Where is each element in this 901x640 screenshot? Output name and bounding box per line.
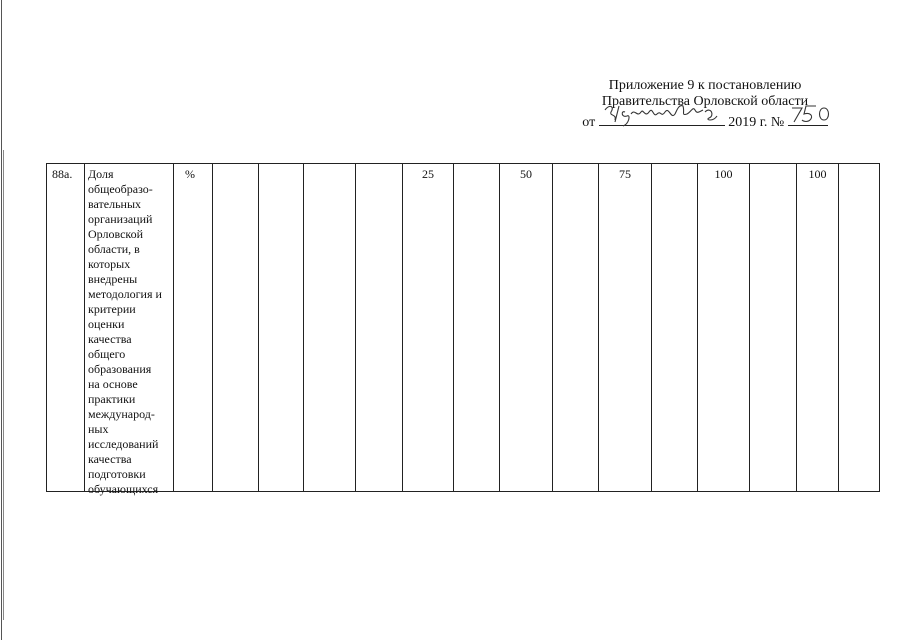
value-cell — [500, 164, 553, 491]
value-cell — [750, 164, 797, 491]
handwritten-number — [788, 110, 828, 126]
header-line-2: Правительства Орловской области — [601, 94, 809, 109]
unit-label: % — [185, 167, 195, 181]
value-text: 75 — [619, 167, 631, 181]
value-text: 100 — [808, 167, 827, 181]
indicator-text: Доля общеобразо- вательных организаций Орловской области, в которых внедрены методология и критерии оценки качества общего образования на основе практики международ- ных исследований качества подготовки обучающихся — [88, 167, 162, 496]
value-text: 100 — [714, 167, 733, 181]
page-edge-line — [1, 0, 2, 640]
value-cell — [259, 164, 304, 491]
row-number-cell — [47, 164, 85, 491]
page-edge-line-inner — [3, 150, 4, 620]
value-text: 25 — [422, 167, 434, 181]
value-cell — [304, 164, 356, 491]
indicator-cell — [85, 164, 174, 496]
row-number: 88а. — [52, 167, 73, 181]
appendix-header — [520, 78, 890, 131]
year-number-label: 2019 г. № — [728, 115, 785, 130]
value-cell — [797, 164, 839, 491]
indicator-table — [46, 163, 880, 496]
unit-cell — [174, 164, 213, 491]
from-label: от — [582, 115, 596, 130]
handwritten-number-signature — [788, 102, 834, 128]
value-cell — [553, 164, 599, 491]
handwritten-date-signature — [599, 102, 725, 128]
value-cell — [698, 164, 750, 491]
value-cell — [454, 164, 500, 491]
value-cell — [213, 164, 259, 491]
value-cell — [403, 164, 454, 491]
value-text: 50 — [520, 167, 532, 181]
header-line-3 — [520, 110, 890, 131]
handwritten-date — [599, 110, 725, 126]
value-cell — [356, 164, 403, 491]
header-line-1: Приложение 9 к постановлению — [608, 78, 802, 93]
value-cell — [652, 164, 698, 491]
value-cell — [599, 164, 652, 491]
value-cell — [839, 164, 879, 491]
